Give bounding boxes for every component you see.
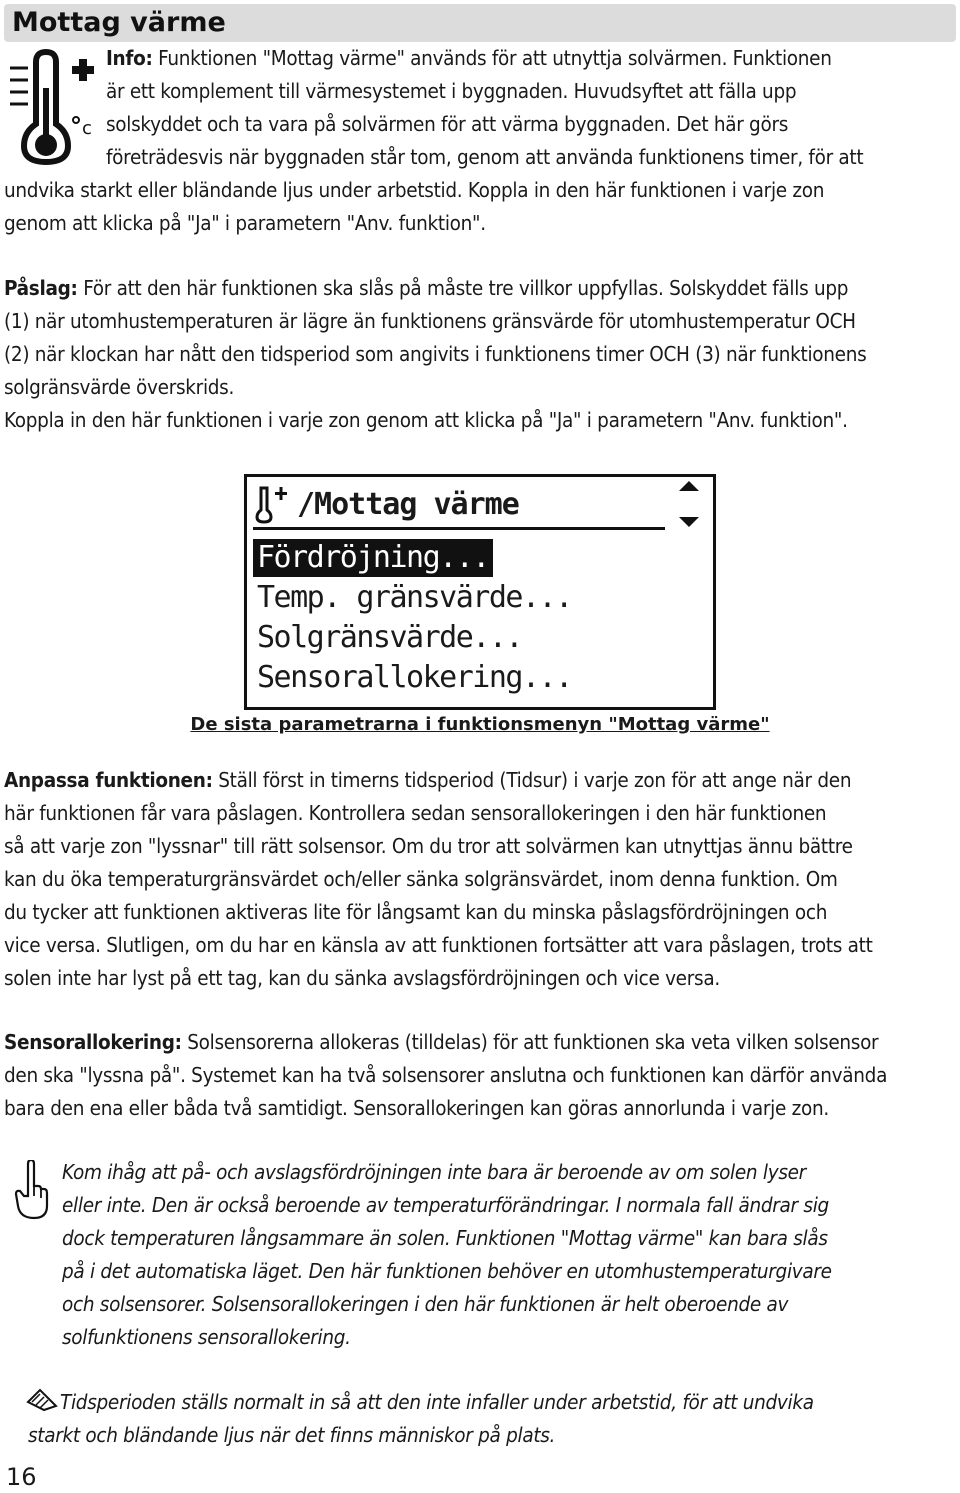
paslag-first-line: För att den här funktionen ska slås på måste tre villkor uppfyllas. Solskyddet fälls upp: [83, 276, 849, 300]
note-line-1: eller inte. Den är också beroende av temperaturförändringar. I normala fall ändrar sig: [62, 1193, 829, 1217]
scroll-up-arrow-icon[interactable]: [679, 481, 699, 491]
sensorallokering-first-line: Solsensorerna allokeras (tilldelas) för att funktionen ska veta vilken solsensor: [187, 1030, 879, 1054]
lcd-header: [253, 481, 665, 530]
section-heading: Mottag värme: [12, 7, 226, 38]
info-line-3: företrädesvis när byggnaden står tom, genom att använda funktionens timer, för att: [106, 145, 864, 169]
tip-paragraph: [28, 1386, 952, 1452]
svg-text:c: c: [82, 118, 92, 139]
section-heading-bar: [4, 4, 956, 42]
pointing-hand-icon: [14, 1160, 50, 1220]
paslag-line-2: solgränsvärde överskrids.: [4, 375, 235, 399]
info-line-0: Funktionen "Mottag värme" används för att utnyttja solvärmen. Funktionen: [158, 46, 832, 70]
lcd-menu-item-fordrojning[interactable]: Fördröjning...: [253, 539, 493, 577]
lcd-menu-item-temp-gransvarde[interactable]: Temp. gränsvärde...: [257, 580, 572, 615]
info-line-4: undvika starkt eller bländande ljus under arbetstid. Koppla in den här funktionen i varje zon: [4, 178, 825, 202]
lcd-thermometer-icon: [253, 484, 289, 524]
info-label: Info:: [106, 46, 153, 70]
lcd-menu-item-sensorallokering[interactable]: Sensorallokering...: [257, 660, 572, 695]
tip-line-0: Tidsperioden ställs normalt in så att den inte infaller under arbetstid, för att undvika: [60, 1390, 814, 1414]
lcd-title: /Mottag värme: [297, 486, 519, 522]
lcd-menu-item-solgransvarde[interactable]: Solgränsvärde...: [257, 620, 522, 655]
anpassa-line-3: du tycker att funktionen aktiveras lite för långsamt kan du minska påslagsfördröjningen och: [4, 900, 828, 924]
note-line-4: och solsensorer. Solsensorallokeringen i den här funktionen är helt oberoende av: [62, 1292, 789, 1316]
figure-caption-text: De sista parametrarna i funktionsmenyn "Mottag värme": [190, 714, 770, 735]
scroll-down-arrow-icon[interactable]: [679, 517, 699, 527]
sensorallokering-label: Sensorallokering:: [4, 1030, 182, 1054]
paslag-paragraph: [4, 272, 956, 437]
anpassa-line-2: kan du öka temperaturgränsvärdet och/eller sänka solgränsvärdet, inom denna funktion. Om: [4, 867, 838, 891]
anpassa-label: Anpassa funktionen:: [4, 768, 213, 792]
anpassa-line-5: solen inte har lyst på ett tag, kan du sänka avslagsfördröjningen och vice versa.: [4, 966, 720, 990]
paslag-line-3: Koppla in den här funktionen i varje zon genom att klicka på "Ja" i parametern "Anv. funktion".: [4, 408, 848, 432]
figure-caption: [0, 710, 960, 740]
info-line-5: genom att klicka på "Ja" i parametern "Anv. funktion".: [4, 211, 486, 235]
tip-line-1: starkt och bländande ljus när det finns människor på plats.: [28, 1423, 556, 1447]
page-number: 16: [6, 1463, 37, 1491]
paslag-line-0: (1) när utomhustemperaturen är lägre än funktionens gränsvärde för utomhustemperatur OCH: [4, 309, 856, 333]
anpassa-first-line: Ställ först in timerns tidsperiod (Tidsur) i varje zon för att ange när den: [218, 768, 852, 792]
anpassa-line-0: här funktionen får vara påslagen. Kontrollera sedan sensorallokeringen i den här funktionen: [4, 801, 827, 825]
note-paragraph: [62, 1156, 952, 1354]
sensorallokering-line-0: den ska "lyssna på". Systemet kan ha två solsensorer anslutna och funktionen kan därför använda: [4, 1063, 888, 1087]
paslag-line-1: (2) när klockan har nått den tidsperiod som angivits i funktionens timer OCH (3) när funktionens: [4, 342, 867, 366]
note-line-3: på i det automatiska läget. Den här funktionen behöver en utomhustemperaturgivare: [62, 1259, 832, 1283]
info-paragraph: [4, 42, 956, 240]
sensorallokering-paragraph: [4, 1026, 956, 1125]
anpassa-paragraph: [4, 764, 956, 995]
sensorallokering-line-1: bara den ena eller båda två samtidigt. Sensorallokeringen kan göras annorlunda i varje zon.: [4, 1096, 829, 1120]
paslag-label: Påslag:: [4, 276, 78, 300]
note-line-5: solfunktionens sensorallokering.: [62, 1325, 351, 1349]
note-line-0: Kom ihåg att på- och avslagsfördröjningen inte bara är beroende av om solen lyser: [62, 1160, 806, 1184]
anpassa-line-4: vice versa. Slutligen, om du har en känsla av att funktionen fortsätter att vara påslagen, trots att: [4, 933, 873, 957]
lcd-display: [244, 474, 716, 710]
info-line-1: är ett komplement till värmesystemet i byggnaden. Huvudsyftet att fälla upp: [106, 79, 797, 103]
info-line-2: solskyddet och ta vara på solvärmen för att värma byggnaden. Det här görs: [106, 112, 789, 136]
note-line-2: dock temperaturen långsammare än solen. Funktionen "Mottag värme" kan bara slås: [62, 1226, 828, 1250]
anpassa-line-1: så att varje zon "lyssnar" till rätt solsensor. Om du tror att solvärmen kan utnyttjas ännu bättre: [4, 834, 853, 858]
